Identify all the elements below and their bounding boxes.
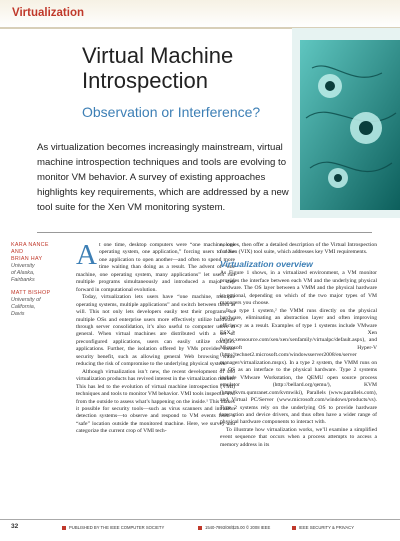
author-affiliation: University of [11, 297, 41, 303]
body-paragraph: As Figure 1 shows, in a virtualized environment, a VM monitor provides the interface between each VM and the underlying physical hardware. The OS layer between a VMM and the physical hardware is optional, depending on which of the two major types of VM managers you choose. [220, 270, 377, 307]
drop-cap: A [76, 239, 97, 271]
body-paragraph: To illustrate how virtualization works, we’ll examine a simplified event sequence that occurs when a process attempts to access a memory address in its [220, 426, 377, 448]
body-paragraph: nologies, then offer a detailed description of the Virtual Introspection for Xen (VIX) tool suite, which addresses key VMI requirements. [220, 242, 377, 256]
author-affiliation: Davis [11, 311, 25, 317]
body-paragraph: t one time, desktop computers were “one machine, one operating system, one application,” forcing users to close one application to open another—and often to spend more time waiting than doing as a result. The advent of “one machine, one operating system, many applications” let users run multiple programs simultaneously and introduced a major step forward in computational evolution. [76, 242, 235, 293]
bullet-square-icon [62, 526, 66, 530]
body-column-2 [220, 242, 377, 449]
author-column [11, 242, 71, 318]
body-paragraph: Today, virtualization lets users have “one machine, multiple operating systems, multiple applications” and switch between them at will. This not only lets developers easily test their programs on multiple OSs and enterprise users more effectively utilize hardware through server consolidation, it’s also useful to computer users in general. When virtual machines are distributed with a set of preconfigured applications, users can easily utilize complex applications. Further, the isolation offered by VMs provides some security benefit, such as allowing general Web browsing while reducing the risk of compromise to the underlying physical system. [76, 294, 235, 368]
bullet-square-icon [198, 526, 202, 530]
body-paragraph: In a type 1 system,² the VMM runs directly on the physical hardware, eliminating an abstraction layer and often improving efficiency as a result. Examples of type 1 systems include VMware ESX,³ Xen (www.xensource.com/xen/xen/xenfamily/virtualpc/default.aspx), and Microsoft Hyper-V (http://technet2.microsoft.com/windowsserver2008/en/server manager/virtualization.mspx). In a type 2 system, the VMM runs on an OS as an interface to the physical hardware. Type 2 systems include VMware Workstation, the QEMU open source process emulator (http://bellard.org/qemu/), KVM (http://kvm.qumranet.com/kvmwiki), Parallels (www.parallels.com), and Virtual PC/Server (www.microsoft.com/windows/products/vs). Type 2 systems rely on the underlying OS to provide hardware interaction and device drivers, and thus often have a wider range of physical hardware components to interact with. [220, 307, 377, 426]
section-tag [0, 0, 400, 28]
issn-line: 1540-7993/08/$25.00 © 2008 IEEE [198, 525, 270, 530]
author-name: MATT BISHOP [11, 290, 51, 296]
page-number: 32 [11, 523, 19, 530]
body-column-1 [76, 239, 235, 436]
section-label: Virtualization [12, 7, 84, 19]
author-conjunction: AND [11, 249, 24, 255]
author-name: BRIAN HAY [11, 256, 43, 262]
footer-rule [0, 519, 400, 520]
author-affiliation: California, [11, 304, 36, 310]
page-footer [0, 523, 400, 535]
section-heading: Virtualization overview [220, 258, 313, 269]
article-title: Virtual Machine Introspection [82, 43, 234, 93]
deck-divider [37, 232, 372, 233]
article-deck: As virtualization becomes increasingly mainstream, virtual machine introspection techniques and tools are evolving to monitor VM behavior. A survey of existing approaches highlights key requirements, which are addressed by a new tool suite for the Xen VM monitoring system. [37, 142, 289, 213]
author-affiliation: Fairbanks [11, 277, 35, 283]
magazine-line: IEEE SECURITY & PRIVACY [292, 525, 354, 530]
author-affiliation: University [11, 263, 35, 269]
article-subtitle: Observation or Interference? [82, 104, 261, 120]
bullet-square-icon [292, 526, 296, 530]
author-name: KARA NANCE [11, 242, 49, 248]
author-affiliation: of Alaska, [11, 270, 35, 276]
body-paragraph: Although virtualization isn’t new, the recent development of x86 virtualization products has revived interest in the virtualization market. This has led to the evolution of virtual machine introspection (VMI) techniques and tools to monitor VM behavior. VMI tools inspect a VM from the outside to assess what’s happening on the inside.¹ This makes it possible for security tools—such as virus scanners and intrusion detection systems—to observe and respond to VM events from a “safe” location outside the monitored machine. Here, we survey and categorize the current crop of VMI tech- [76, 368, 235, 435]
teal-illustration [292, 28, 400, 218]
publisher-line: PUBLISHED BY THE IEEE COMPUTER SOCIETY [62, 525, 164, 530]
